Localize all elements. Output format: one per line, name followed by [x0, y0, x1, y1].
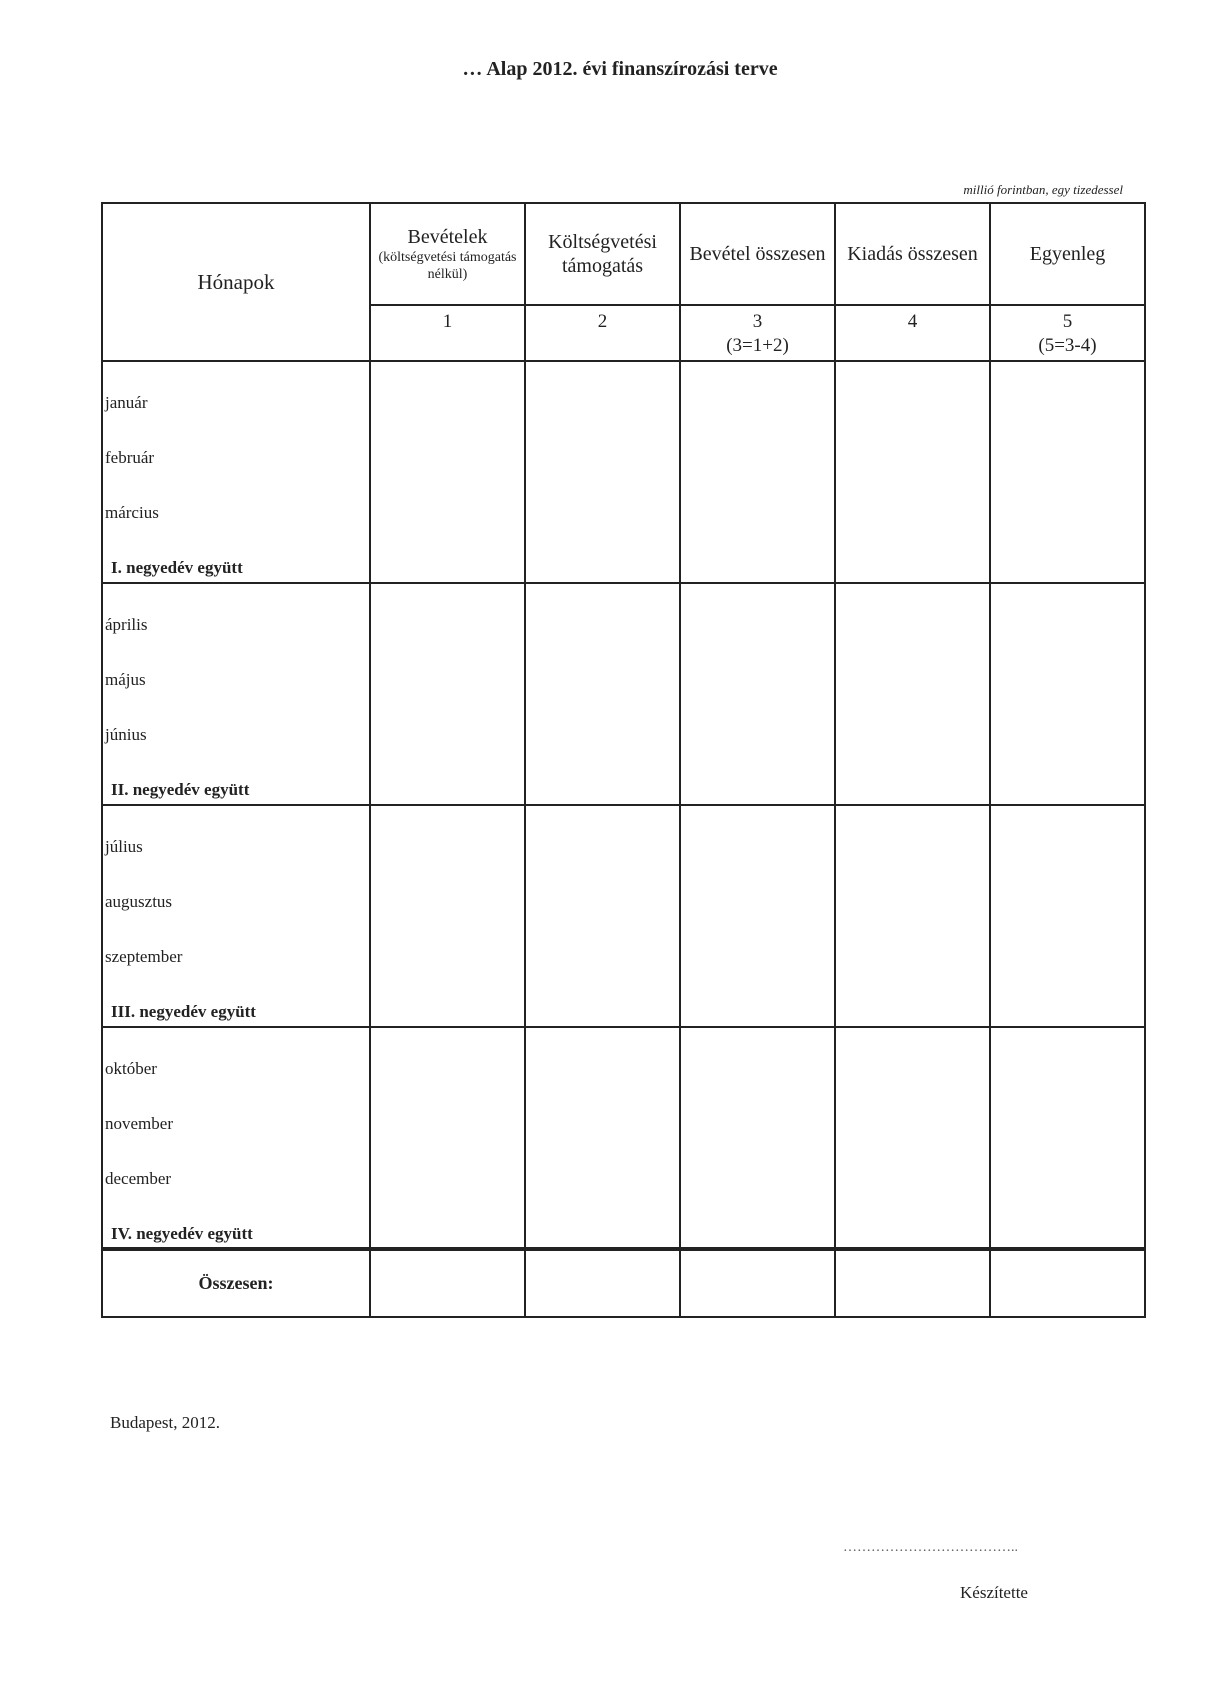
data-cell — [835, 805, 990, 1027]
month-label: október — [105, 1059, 157, 1078]
col-number-5-value: 5 — [1062, 311, 1073, 332]
month-label: április — [105, 615, 148, 634]
col-number-4-value: 4 — [907, 311, 918, 332]
header-col-3-label: Bevétel összesen — [689, 243, 826, 265]
col-number-2 — [525, 305, 680, 361]
col-number-3 — [680, 305, 835, 361]
header-col-2-label: Költségvetési támogatás — [548, 231, 657, 277]
data-cell — [525, 361, 680, 583]
data-cell — [835, 1027, 990, 1249]
month-label: december — [105, 1169, 172, 1188]
prepared-by-label: Készítette — [960, 1583, 1028, 1602]
document-title: … Alap 2012. évi finanszírozási terve — [462, 58, 778, 80]
header-col-4 — [835, 203, 990, 305]
data-cell — [370, 1027, 525, 1249]
month-label: szeptember — [105, 947, 183, 966]
total-label: Összesen: — [198, 1273, 274, 1293]
header-col-1 — [370, 203, 525, 305]
header-col-1-sub: (költségvetési támogatás nélkül) — [378, 250, 517, 282]
data-cell — [525, 583, 680, 805]
col-number-2-value: 2 — [597, 311, 608, 332]
data-cell — [680, 361, 835, 583]
quarter-summary-label: I. negyedév együtt — [111, 558, 243, 577]
header-months-label: Hónapok — [197, 269, 275, 294]
signature-line: ……………………………….. — [843, 1540, 1018, 1555]
quarter-1-months — [102, 361, 370, 583]
data-cell — [370, 583, 525, 805]
total-row — [102, 1249, 1145, 1317]
data-cell — [990, 805, 1145, 1027]
unit-note: millió forintban, egy tizedessel — [963, 182, 1123, 197]
data-cell — [990, 1249, 1145, 1317]
header-col-3 — [680, 203, 835, 305]
data-cell — [680, 583, 835, 805]
header-col-4-label: Kiadás összesen — [847, 243, 978, 265]
quarter-2-months — [102, 583, 370, 805]
data-cell — [370, 805, 525, 1027]
data-cell — [525, 1249, 680, 1317]
quarter-summary-label: II. negyedév együtt — [111, 780, 250, 799]
month-label: február — [105, 448, 155, 467]
data-cell — [370, 361, 525, 583]
total-label-cell — [102, 1249, 370, 1317]
quarter-3-months — [102, 805, 370, 1027]
data-cell — [990, 1027, 1145, 1249]
quarter-row-2 — [102, 583, 1145, 805]
month-label: január — [105, 393, 148, 412]
month-label: november — [105, 1114, 173, 1133]
data-cell — [525, 1027, 680, 1249]
quarter-row-4 — [102, 1027, 1145, 1249]
month-label: július — [105, 837, 143, 856]
col-number-5 — [990, 305, 1145, 361]
header-col-5-label: Egyenleg — [1029, 243, 1106, 265]
data-cell — [680, 805, 835, 1027]
quarter-row-1 — [102, 361, 1145, 583]
header-col-1-label: Bevételek — [407, 226, 488, 248]
quarter-summary-label: IV. negyedév együtt — [111, 1224, 253, 1243]
col-number-1 — [370, 305, 525, 361]
month-label: május — [105, 670, 146, 689]
data-cell — [370, 1249, 525, 1317]
month-label: június — [105, 725, 147, 744]
month-label: augusztus — [105, 892, 173, 911]
place-date: Budapest, 2012. — [110, 1413, 221, 1432]
quarter-4-months — [102, 1027, 370, 1249]
col-number-4 — [835, 305, 990, 361]
data-cell — [835, 1249, 990, 1317]
col-number-3-formula: (3=1+2) — [726, 335, 789, 356]
quarter-summary-label: III. negyedév együtt — [111, 1002, 256, 1021]
header-col-5 — [990, 203, 1145, 305]
month-label: március — [105, 503, 159, 522]
data-cell — [990, 583, 1145, 805]
col-number-3-value: 3 — [752, 311, 763, 332]
col-number-5-formula: (5=3-4) — [1038, 335, 1097, 356]
header-months — [102, 203, 370, 361]
data-cell — [990, 361, 1145, 583]
data-cell — [680, 1027, 835, 1249]
header-col-2 — [525, 203, 680, 305]
financing-plan-table — [101, 202, 1146, 1318]
col-number-1-value: 1 — [442, 311, 453, 332]
quarter-row-3 — [102, 805, 1145, 1027]
data-cell — [835, 361, 990, 583]
data-cell — [835, 583, 990, 805]
data-cell — [680, 1249, 835, 1317]
data-cell — [525, 805, 680, 1027]
